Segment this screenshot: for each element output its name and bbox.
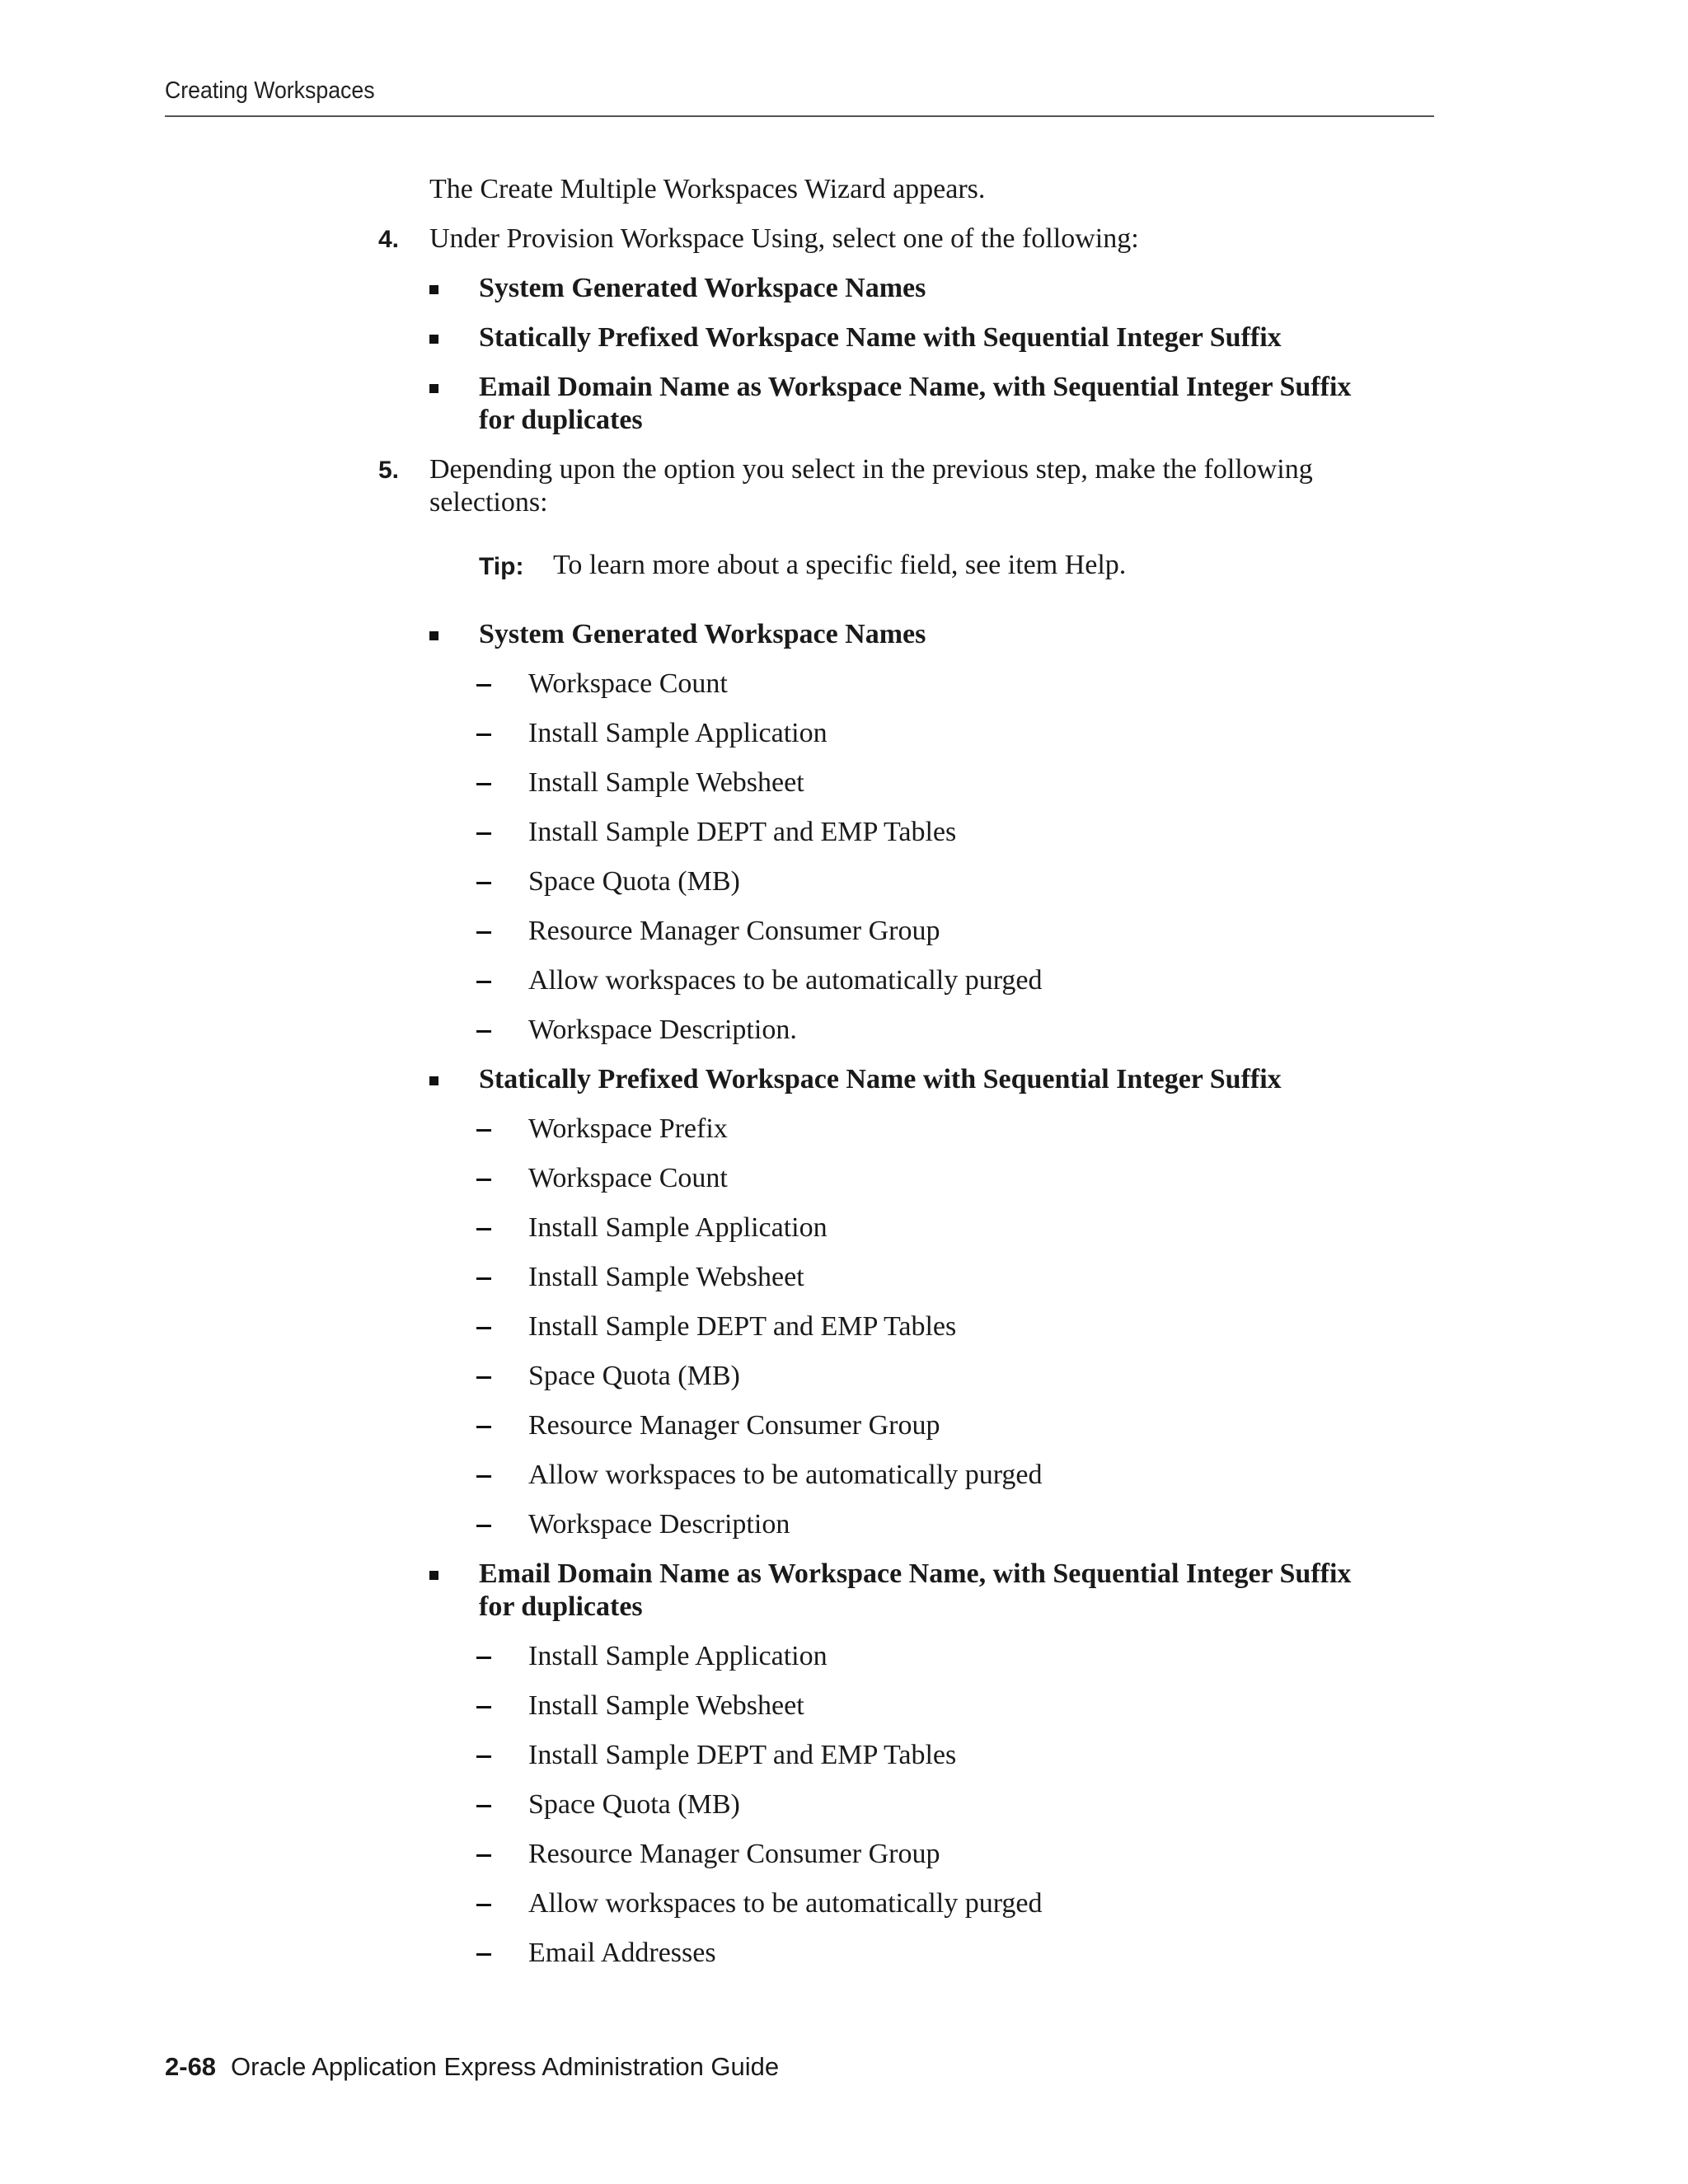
dash-icon	[476, 1854, 491, 1857]
list-item: Workspace Description	[528, 1509, 790, 1540]
dash-icon	[476, 981, 491, 983]
list-item: Install Sample Websheet	[528, 1262, 804, 1292]
footer-title: Oracle Application Express Administration Guide	[231, 2052, 780, 2081]
dash-icon	[476, 1426, 491, 1428]
step-4-text: Under Provision Workspace Using, select one of the following:	[429, 223, 1139, 254]
tip-text: To learn more about a specific field, see item Help.	[553, 550, 1127, 580]
dash-icon	[476, 832, 491, 835]
step-5-number: 5.	[378, 457, 400, 484]
option-email-domain: Email Domain Name as Workspace Name, with Sequential Integer Suffix	[479, 372, 1352, 402]
page-number: 2-68	[165, 2052, 217, 2081]
header-rule	[165, 115, 1434, 117]
list-item: Space Quota (MB)	[528, 1361, 740, 1391]
list-item: Workspace Prefix	[528, 1113, 728, 1144]
bullet-icon	[429, 384, 438, 393]
group-1-title: System Generated Workspace Names	[479, 619, 926, 649]
dash-icon	[476, 1179, 491, 1181]
list-item: Install Sample Application	[528, 1641, 828, 1671]
bullet-icon	[429, 285, 438, 294]
dash-icon	[476, 931, 491, 934]
dash-icon	[476, 1953, 491, 1956]
list-item: Install Sample Websheet	[528, 1690, 804, 1721]
option-statically-prefixed: Statically Prefixed Workspace Name with Sequential Integer Suffix	[479, 322, 1282, 353]
dash-icon	[476, 1129, 491, 1132]
step-4-number: 4.	[378, 226, 400, 253]
list-item: Space Quota (MB)	[528, 866, 740, 897]
bullet-icon	[429, 631, 438, 640]
dash-icon	[476, 733, 491, 736]
list-item: Install Sample Websheet	[528, 767, 804, 798]
option-email-domain-cont: for duplicates	[479, 405, 643, 435]
dash-icon	[476, 1327, 491, 1329]
list-item: Install Sample DEPT and EMP Tables	[528, 817, 957, 847]
list-item: Email Addresses	[528, 1938, 716, 1968]
list-item: Allow workspaces to be automatically purged	[528, 1460, 1043, 1490]
dash-icon	[476, 1904, 491, 1906]
dash-icon	[476, 1525, 491, 1527]
step-5-text-cont: selections:	[429, 487, 548, 518]
list-item: Install Sample DEPT and EMP Tables	[528, 1740, 957, 1770]
dash-icon	[476, 1475, 491, 1478]
list-item: Resource Manager Consumer Group	[528, 1410, 940, 1441]
bullet-icon	[429, 335, 438, 344]
bullet-icon	[429, 1571, 438, 1580]
step-5-text: Depending upon the option you select in the previous step, make the following	[429, 454, 1313, 485]
list-item: Allow workspaces to be automatically purged	[528, 1888, 1043, 1919]
dash-icon	[476, 1376, 491, 1379]
option-system-generated: System Generated Workspace Names	[479, 273, 926, 303]
list-item: Workspace Count	[528, 1163, 728, 1193]
list-item: Install Sample Application	[528, 718, 828, 748]
intro-text: The Create Multiple Workspaces Wizard appears.	[429, 174, 986, 204]
dash-icon	[476, 1706, 491, 1708]
group-3-title-cont: for duplicates	[479, 1591, 643, 1622]
list-item: Allow workspaces to be automatically purged	[528, 965, 1043, 996]
dash-icon	[476, 1657, 491, 1659]
list-item: Workspace Count	[528, 668, 728, 699]
list-item: Install Sample DEPT and EMP Tables	[528, 1311, 957, 1342]
page-footer	[165, 2052, 779, 2082]
dash-icon	[476, 684, 491, 687]
dash-icon	[476, 1030, 491, 1033]
dash-icon	[476, 1228, 491, 1230]
list-item: Workspace Description.	[528, 1015, 797, 1045]
list-item: Space Quota (MB)	[528, 1789, 740, 1820]
list-item: Resource Manager Consumer Group	[528, 916, 940, 946]
group-2-title: Statically Prefixed Workspace Name with Sequential Integer Suffix	[479, 1064, 1282, 1094]
dash-icon	[476, 783, 491, 785]
bullet-icon	[429, 1076, 438, 1085]
list-item: Install Sample Application	[528, 1212, 828, 1243]
dash-icon	[476, 1755, 491, 1758]
group-3-title: Email Domain Name as Workspace Name, with Sequential Integer Suffix	[479, 1558, 1352, 1589]
list-item: Resource Manager Consumer Group	[528, 1839, 940, 1869]
dash-icon	[476, 1277, 491, 1280]
running-header: Creating Workspaces	[165, 77, 375, 104]
tip-label: Tip:	[479, 553, 524, 580]
dash-icon	[476, 882, 491, 884]
dash-icon	[476, 1805, 491, 1807]
